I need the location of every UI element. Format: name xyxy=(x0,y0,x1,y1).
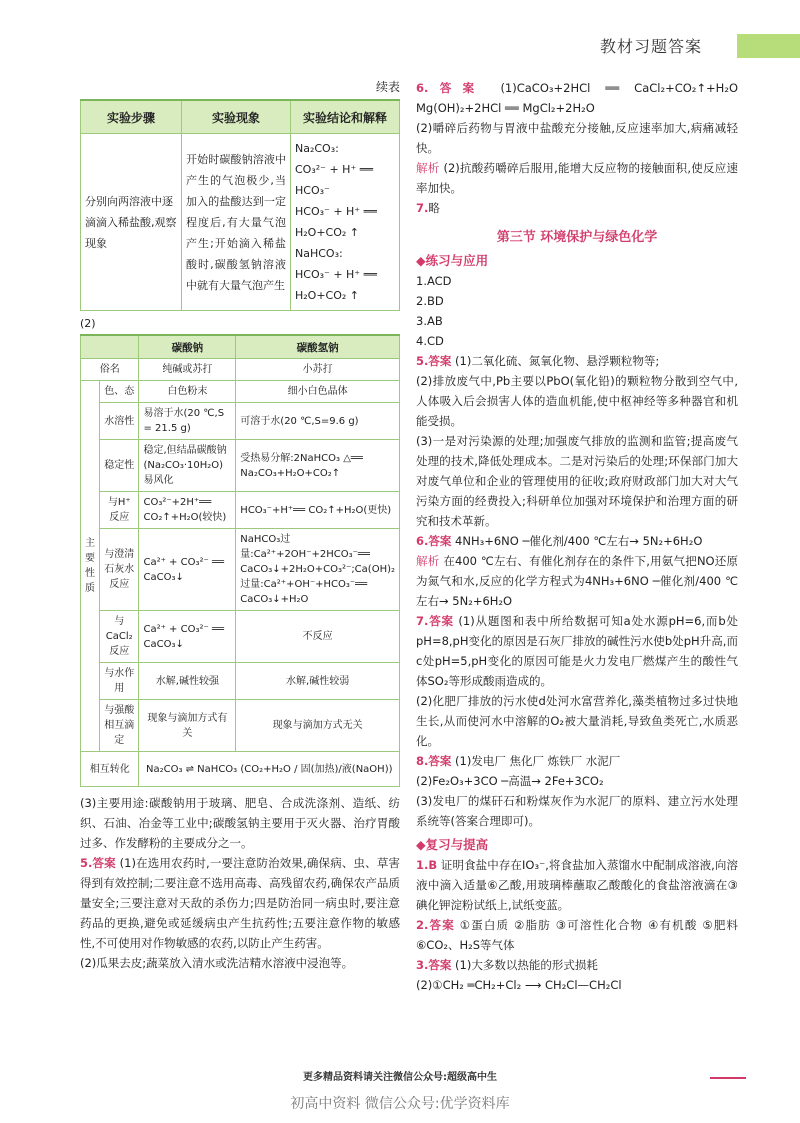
q6-number: 6.答案 xyxy=(416,81,486,95)
table-header: 实验结论和解释 xyxy=(291,100,400,134)
s5-part2: (2)排放废气中,Pb主要以PbO(氧化铅)的颗粒物分散到空气中,人体吸入后会损害人体的造血机能,使中枢神经等多种器官和机能受损。 xyxy=(416,374,738,428)
conclusion-line: HCO₃⁻ xyxy=(295,184,330,197)
conclusion-line: H₂O+CO₂ ↑ xyxy=(295,289,360,302)
group-label: 主要性质 xyxy=(81,381,100,752)
usage-paragraph: (3)主要用途:碳酸钠用于玻璃、肥皂、合成洗涤剂、造纸、纺织、石油、冶金等工业中;碳酸氢钠主要用于灭火器、治疗胃酸过多、作发酵粉的主要成分之一。 xyxy=(80,796,400,850)
short-answer: 3.AB xyxy=(416,314,443,328)
s8-number: 8.答案 xyxy=(416,754,452,768)
table-header: 实验现象 xyxy=(182,100,291,134)
s8-part1: (1)发电厂 焦化厂 炼铁厂 水泥厂 xyxy=(455,754,621,768)
conversion-cell: Na₂CO₃ ⇌ NaHCO₃ (CO₂+H₂O / 固(加热)/液(NaOH)) xyxy=(139,752,400,787)
nahco3-cell: 可溶于水(20 ℃,S=9.6 g) xyxy=(236,403,400,440)
s7-part2: (2)化肥厂排放的污水使d处河水富营养化,藻类植物过多过快地生长,从而使河水中溶解的O₂被大量消耗,导致鱼类死亡,水质恶化。 xyxy=(416,694,738,748)
r2-number: 2.答案 xyxy=(416,918,455,932)
s6-answer: 4NH₃+6NO ─催化剂/400 ℃左右→ 5N₂+6H₂O xyxy=(455,534,703,548)
nahco3-cell: 现象与滴加方式无关 xyxy=(236,700,400,752)
header-accent-bar xyxy=(737,34,800,58)
q6-analysis: (2)抗酸药嚼碎后服用,能增大反应物的接触面积,使反应速率加快。 xyxy=(416,161,739,195)
table-header xyxy=(81,335,139,359)
row-label: 与H⁺反应 xyxy=(100,492,139,529)
step-cell: 分别向两溶液中逐滴滴入稀盐酸,观察现象 xyxy=(81,134,182,311)
na2co3-cell: 纯碱或苏打 xyxy=(139,359,236,381)
nahco3-cell: HCO₃⁻+H⁺══ CO₂↑+H₂O(更快) xyxy=(236,492,400,529)
conclusion-line: Na₂CO₃: xyxy=(295,142,339,155)
s5-part3: (3)一是对污染源的处理;加强废气排放的监测和监管;提高废气处理的技术,降低处理成本。二是对污染后的处理;环保部门加大对废气单位和企业的管理使用的征收;政府财政部门加大对大气污染方面的经费投入;科研单位加强对环境保护和治理方面的研究和技术革新。 xyxy=(416,434,738,528)
s5-part1: (1)二氧化硫、氮氧化物、悬浮颗粒物等; xyxy=(455,354,660,368)
r3-part1: (1)大多数以热能的形式损耗 xyxy=(455,958,598,972)
experiment-table xyxy=(80,99,400,311)
right-column xyxy=(416,78,738,995)
row-label: 色、态 xyxy=(100,381,139,403)
s6-analysis-label: 解析 xyxy=(416,554,440,568)
short-answer: 1.ACD xyxy=(416,274,452,288)
q7-number: 7. xyxy=(416,201,429,215)
na2co3-cell: 易溶于水(20 ℃,S = 21.5 g) xyxy=(139,403,236,440)
nahco3-cell: 细小白色晶体 xyxy=(236,381,400,403)
nahco3-cell: 水解,碱性较弱 xyxy=(236,663,400,700)
row-label: 俗名 xyxy=(81,359,139,381)
phenomenon-cell: 开始时碳酸钠溶液中产生的气泡极少,当加入的盐酸达到一定程度后,有大量气泡产生;开始滴入稀盐酸时,碳酸氢钠溶液中就有大量气泡产生 xyxy=(182,134,291,311)
s8-part2: (2)Fe₂O₃+3CO ─高温→ 2Fe+3CO₂ xyxy=(416,774,604,788)
q6-analysis-label: 解析 xyxy=(416,161,440,175)
footer-notice: 更多精品资料请关注微信公众号:超级高中生 xyxy=(303,1072,497,1083)
q6-part2: (2)嚼碎后药物与胃液中盐酸充分接触,反应速率加大,病痛减轻快。 xyxy=(416,121,738,155)
na2co3-cell: Ca²⁺ + CO₃²⁻ ══ CaCO₃↓ xyxy=(139,529,236,611)
table-header: 碳酸氢钠 xyxy=(236,335,400,359)
q5-number: 5.答案 xyxy=(80,856,116,870)
q5-part1: (1)在选用农药时,一要注意防治效果,确保病、虫、草害得到有效控制;二要注意不选用高毒、高残留农药,确保农产品质量安全;三要注意对天敌的杀伤力;四是防治同一病虫时,要注意药品的更换,避免或延缓病虫产生抗药性;五要注意作物的敏感性,不可使用对作物敏感的农药,以防止产生药害。 xyxy=(80,856,400,950)
na2co3-cell: Ca²⁺ + CO₃²⁻ ══ CaCO₃↓ xyxy=(139,611,236,663)
row-label: 水溶性 xyxy=(100,403,139,440)
nahco3-cell: NaHCO₃过量:Ca²⁺+2OH⁻+2HCO₃⁻══ CaCO₃↓+2H₂O+CO₃²⁻;Ca(OH)₂过量:Ca²⁺+OH⁻+HCO₃⁻══ CaCO₃↓+H₂O xyxy=(236,529,400,611)
conclusion-line: NaHCO₃: xyxy=(295,247,343,260)
subsection-title: ◆复习与提高 xyxy=(416,837,489,852)
r3-part2: (2)①CH₂ ═CH₂+Cl₂ ⟶ CH₂Cl—CH₂Cl xyxy=(416,978,622,992)
r1-number: 1.B xyxy=(416,858,438,872)
q5-part2: (2)瓜果去皮;蔬菜放入清水或洗洁精水溶液中浸泡等。 xyxy=(80,956,354,970)
comparison-table xyxy=(80,334,400,787)
r1-answer: 证明食盐中存在IO₃⁻,将食盐加入蒸馏水中配制成溶液,向溶液中滴入适量⑥乙酸,用玻璃棒蘸取乙酸酸化的食盐溶液滴在③碘化钾淀粉试纸上,试纸变蓝。 xyxy=(416,858,738,912)
conclusion-line: HCO₃⁻ + H⁺ ══ xyxy=(295,268,377,281)
r2-answer: ①蛋白质 ②脂肪 ③可溶性化合物 ④有机酸 ⑤肥料 ⑥CO₂、H₂S等气体 xyxy=(416,918,738,952)
table2-label: (2) xyxy=(80,317,96,330)
row-label: 与强酸相互滴定 xyxy=(100,700,139,752)
na2co3-cell: 水解,碱性较强 xyxy=(139,663,236,700)
s7-part1: (1)从题图和表中所给数据可知a处水源pH=6,而b处pH=8,pH变化的原因是石灰厂排放的碱性污水使b处pH升高,而c处pH=5,pH变化的原因可能是火力发电厂燃煤产生的酸性气体SO₂等形成酸雨造成的。 xyxy=(416,614,738,688)
na2co3-cell: CO₃²⁻+2H⁺══ CO₂↑+H₂O(较快) xyxy=(139,492,236,529)
row-label: 与水作用 xyxy=(100,663,139,700)
na2co3-cell: 现象与滴加方式有关 xyxy=(139,700,236,752)
na2co3-cell: 白色粉末 xyxy=(139,381,236,403)
conclusion-line: HCO₃⁻ + H⁺ ══ xyxy=(295,205,377,218)
conclusion-line: H₂O+CO₂ ↑ xyxy=(295,226,360,239)
subsection-title: ◆练习与应用 xyxy=(416,253,489,268)
q6-part1: (1)CaCO₃+2HCl ══ CaCl₂+CO₂↑+H₂O Mg(OH)₂+2HCl ══ MgCl₂+2H₂O xyxy=(416,81,738,115)
nahco3-cell: 小苏打 xyxy=(236,359,400,381)
continued-label: 续表 xyxy=(375,80,400,94)
s8-part3: (3)发电厂的煤矸石和粉煤灰作为水泥厂的原料、建立污水处理系统等(答案合理即可)。 xyxy=(416,794,738,828)
s7-number: 7.答案 xyxy=(416,614,454,628)
footer-watermark: 初高中资料 微信公众号:优学资料库 xyxy=(290,1096,510,1112)
na2co3-cell: 稳定,但结晶碳酸钠(Na₂CO₃·10H₂O)易风化 xyxy=(139,440,236,492)
section-title: 第三节 环境保护与绿色化学 xyxy=(496,230,658,245)
row-label: 与CaCl₂反应 xyxy=(100,611,139,663)
nahco3-cell: 不反应 xyxy=(236,611,400,663)
footer-accent-line xyxy=(710,1077,746,1079)
row-label: 与澄清石灰水反应 xyxy=(100,529,139,611)
left-column xyxy=(80,78,400,973)
table-header: 碳酸钠 xyxy=(139,335,236,359)
conclusion-cell xyxy=(291,134,400,311)
s6-number: 6.答案 xyxy=(416,534,452,548)
row-label: 稳定性 xyxy=(100,440,139,492)
short-answer: 2.BD xyxy=(416,294,444,308)
nahco3-cell: 受热易分解:2NaHCO₃ △══ Na₂CO₃+H₂O+CO₂↑ xyxy=(236,440,400,492)
s6-analysis: 在400 ℃左右、有催化剂存在的条件下,用氨气把NO还原为氮气和水,反应的化学方程式为4NH₃+6NO ─催化剂/400 ℃左右→ 5N₂+6H₂O xyxy=(416,554,739,608)
s5-number: 5.答案 xyxy=(416,354,452,368)
table-header: 实验步骤 xyxy=(81,100,182,134)
q7-answer: 略 xyxy=(428,201,440,215)
r3-number: 3.答案 xyxy=(416,958,452,972)
short-answer: 4.CD xyxy=(416,334,444,348)
conclusion-line: CO₃²⁻ + H⁺ ══ xyxy=(295,163,373,176)
row-label: 相互转化 xyxy=(81,752,139,787)
header-title: 教材习题答案 xyxy=(600,37,703,56)
